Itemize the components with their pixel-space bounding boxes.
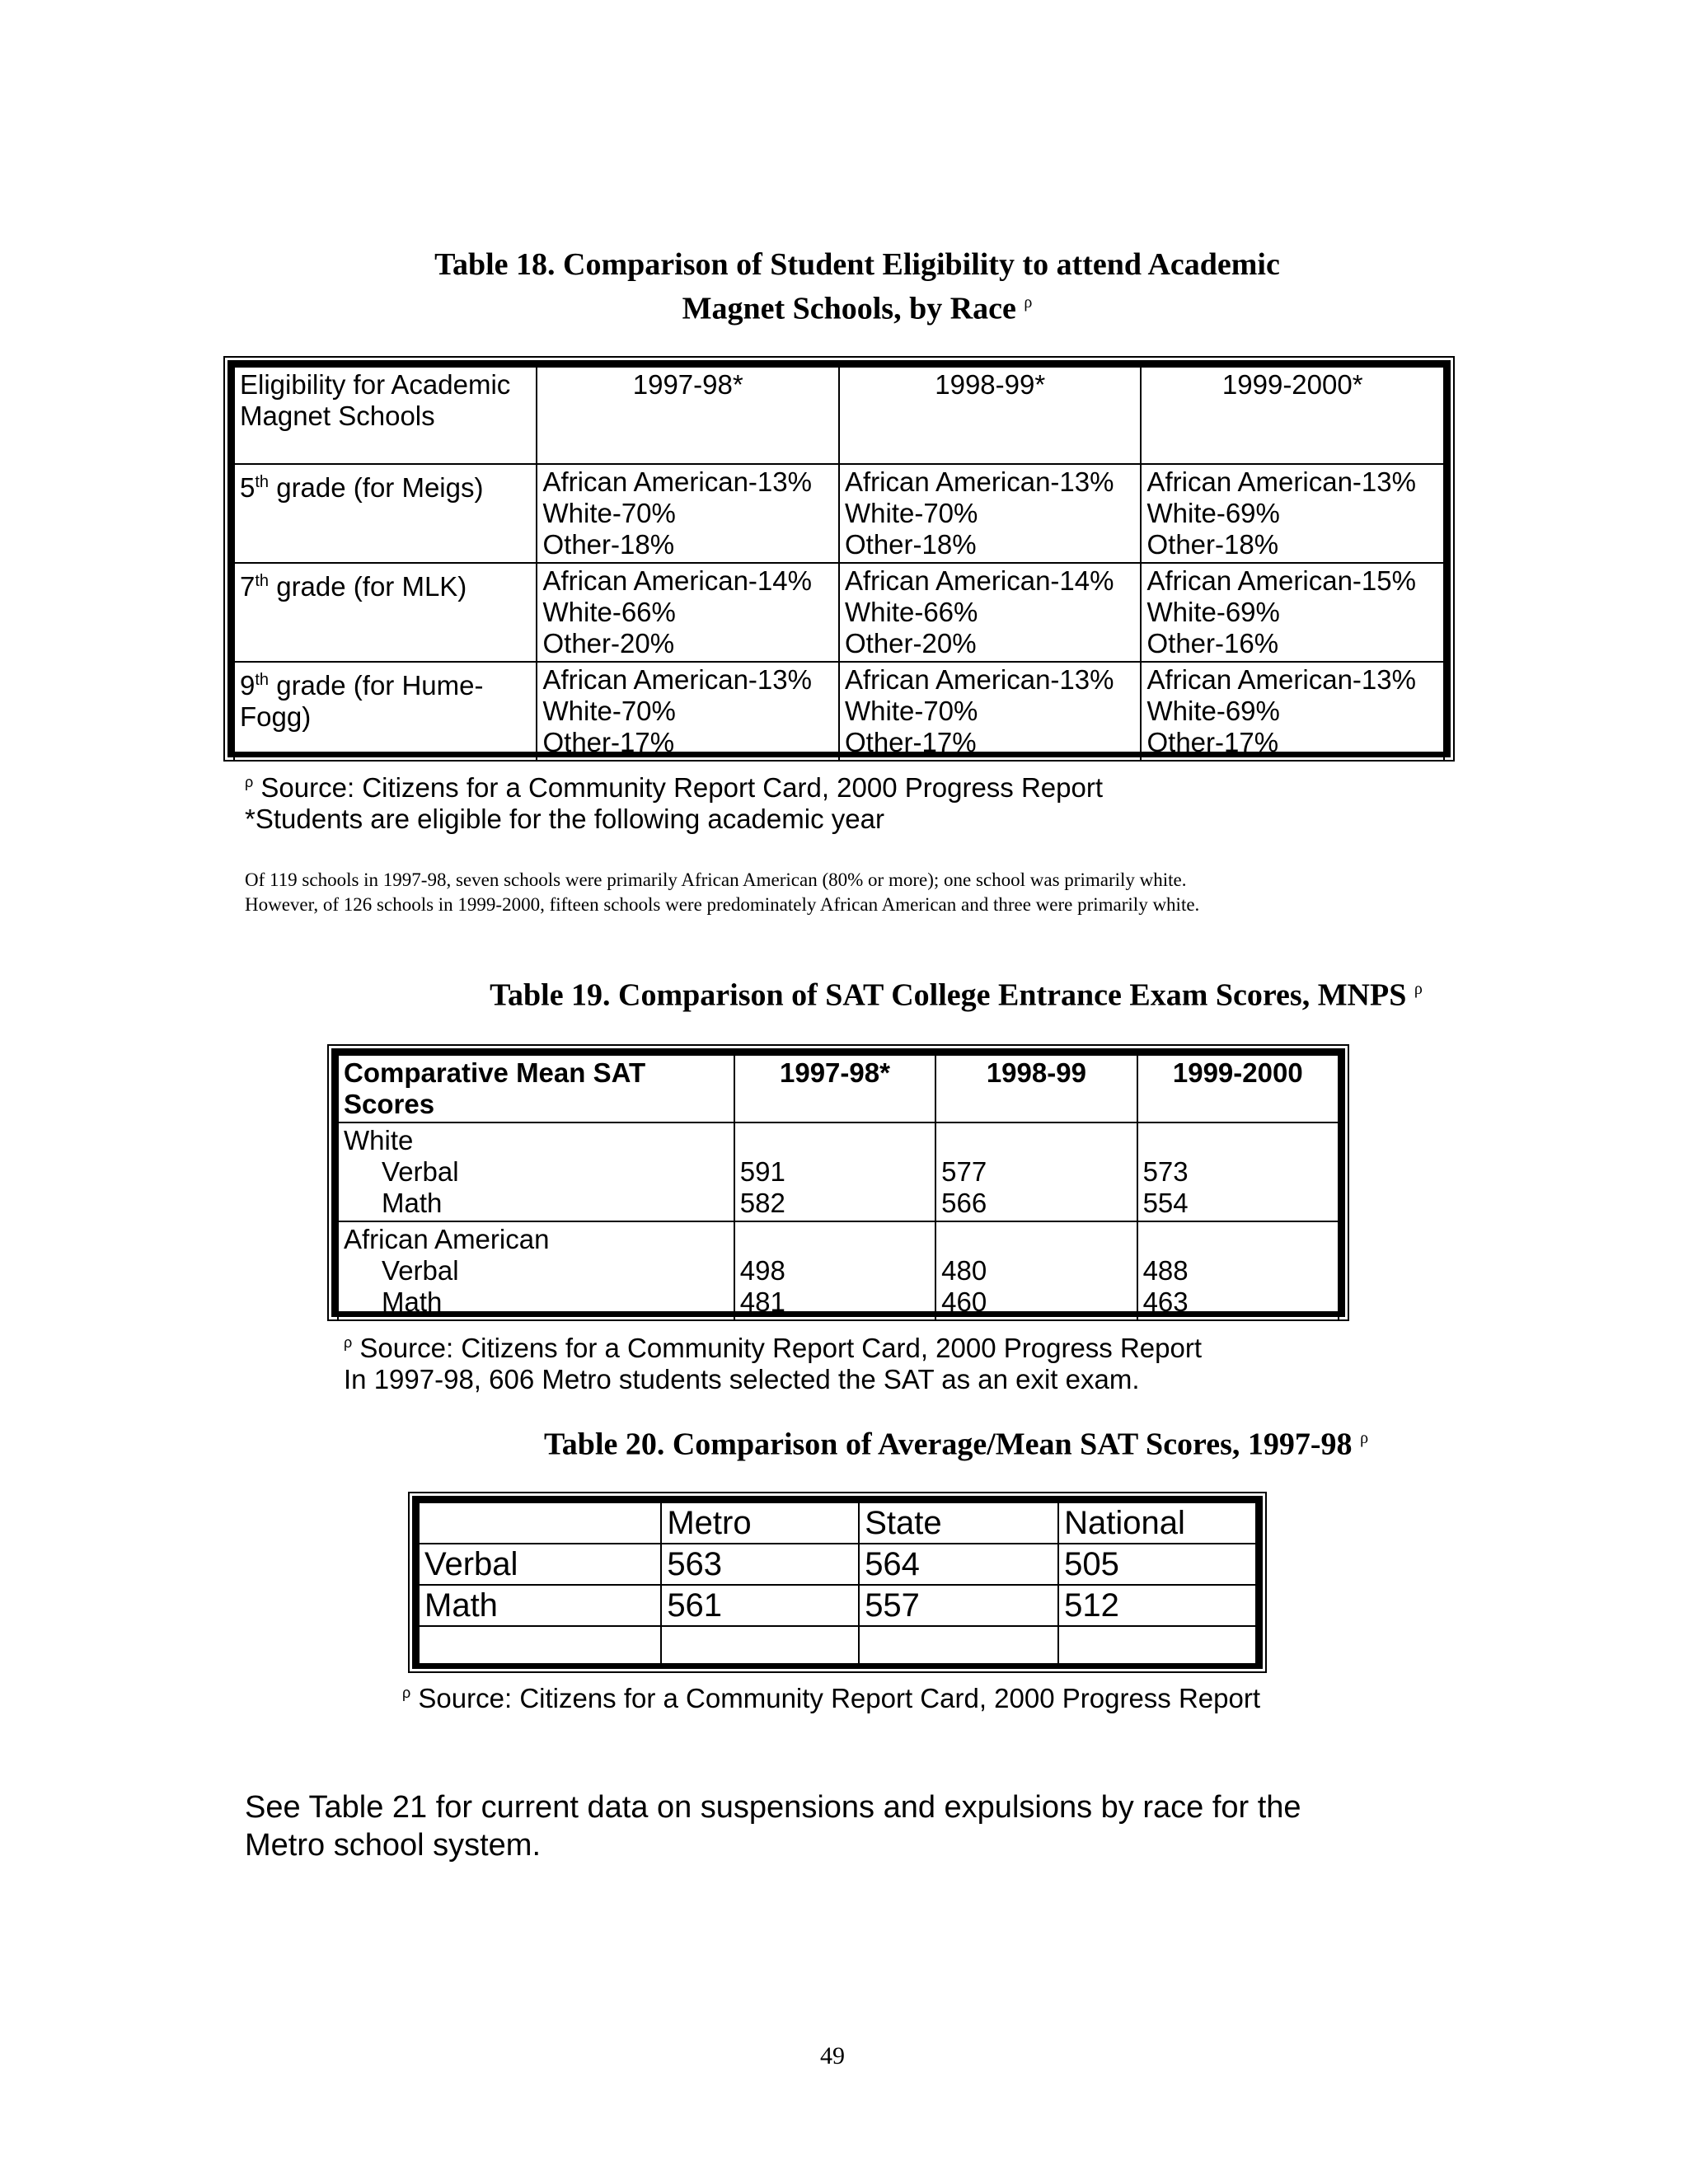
table19-frame (331, 1048, 1345, 1317)
table19-value-cell: 498 481 (734, 1221, 935, 1320)
body-paragraph-line: Of 119 schools in 1997-98, seven schools were primarily African American (80% or more); one school was primarily white. (245, 869, 1187, 890)
table20-value-cell: 563 (661, 1544, 859, 1585)
table18-value-cell: African American-13% White-70% Other-18% (839, 464, 1142, 563)
table18-value-cell: African American-15% White-69% Other-16% (1141, 563, 1444, 662)
table18 (233, 366, 1445, 762)
table20-header-cell: State (859, 1502, 1058, 1544)
table20 (418, 1502, 1257, 1668)
table19 (337, 1054, 1339, 1321)
table18-grade-cell: 9th grade (for Hume-Fogg) (234, 662, 537, 761)
table18-value-cell: African American-14% White-66% Other-20% (537, 563, 839, 662)
table20-header-cell: Metro (661, 1502, 859, 1544)
table19-subject-label: Math (382, 1188, 443, 1218)
table19-subject-label: Math (382, 1286, 443, 1317)
table20-value-cell (661, 1626, 859, 1667)
table19-header-label: Comparative Mean SAT Scores (338, 1055, 734, 1122)
table19-title: Table 19. Comparison of SAT College Entrance Exam Scores, MNPS $^\rho$ (490, 977, 1423, 1013)
closing-text-line: Metro school system. (245, 1828, 541, 1863)
table18-header-label: Eligibility for Academic Magnet Schools (234, 367, 537, 464)
table19-value-cell: 577 566 (935, 1122, 1137, 1221)
table20-value-cell: 561 (661, 1585, 859, 1626)
table20-value-cell (1058, 1626, 1256, 1667)
table20-row (419, 1626, 1256, 1667)
table18-row (234, 563, 1444, 662)
table18-value-cell: African American-13% White-70% Other-17% (537, 662, 839, 761)
table20-value-cell (859, 1626, 1058, 1667)
body-paragraph (245, 868, 1481, 917)
table19-group-name: African American (344, 1224, 550, 1254)
table18-header-year: 1997-98* (537, 367, 839, 464)
table18-header-row (234, 367, 1444, 464)
table19-value-cell: 591 582 (734, 1122, 935, 1221)
table20-source: $^\rho$ Source: Citizens for a Community Report Card, 2000 Progress Report (402, 1683, 1261, 1713)
table18-value-cell: African American-13% White-69% Other-18% (1141, 464, 1444, 563)
table19-group-cell (338, 1122, 734, 1221)
table18-header-year: 1999-2000* (1141, 367, 1444, 464)
table20-header-row (419, 1502, 1256, 1544)
table18-title-marker: ρ (1024, 293, 1033, 312)
table20-value-cell: 557 (859, 1585, 1058, 1626)
table19-note: In 1997-98, 606 Metro students selected the SAT as an exit exam. (344, 1364, 1140, 1394)
table18-grade-cell: 7th grade (for MLK) (234, 563, 537, 662)
table19-header-row (338, 1055, 1339, 1122)
table20-value-cell: 512 (1058, 1585, 1256, 1626)
table18-notes (245, 766, 1448, 835)
table20-notes (402, 1677, 1474, 1714)
table18-source: $^\rho$ Source: Citizens for a Community Report Card, 2000 Progress Report (245, 772, 1104, 803)
table19-value-cell: 480 460 (935, 1221, 1137, 1320)
table20-frame (412, 1496, 1263, 1669)
table19-header-year: 1998-99 (935, 1055, 1137, 1122)
table18-title-line1: Table 18. Comparison of Student Eligibility to attend Academic (434, 247, 1280, 282)
table18-row (234, 662, 1444, 761)
table18-title-line2: Magnet Schools, by Race (682, 291, 1016, 326)
closing-text (245, 1788, 1564, 1864)
table20-title: Table 20. Comparison of Average/Mean SAT Scores, 1997-98 $^\rho$ (543, 1427, 1369, 1462)
table18-value-cell: African American-13% White-70% Other-17% (839, 662, 1142, 761)
table19-source: $^\rho$ Source: Citizens for a Community Report Card, 2000 Progress Report (344, 1333, 1203, 1363)
table19-value-cell: 573 554 (1137, 1122, 1339, 1221)
table18-frame (227, 360, 1451, 757)
table20-row (419, 1544, 1256, 1585)
table18-title-line2-wrap (231, 284, 1484, 328)
table19-header-year: 1999-2000 (1137, 1055, 1339, 1122)
table19-group-name: White (344, 1125, 414, 1155)
table19-group-row (338, 1221, 1339, 1320)
page-number: 49 (820, 2042, 845, 2069)
table18-value-cell: African American-14% White-66% Other-20% (839, 563, 1142, 662)
table20-row-label: Math (419, 1585, 661, 1626)
table19-notes (344, 1327, 1498, 1395)
body-paragraph-line: However, of 126 schools in 1999-2000, fifteen schools were predominately African American and three were primarily white. (245, 894, 1200, 915)
table20-header-cell (419, 1502, 661, 1544)
table18-row (234, 464, 1444, 563)
table20-value-cell: 505 (1058, 1544, 1256, 1585)
table19-header-year: 1997-98* (734, 1055, 935, 1122)
table18-footnote: *Students are eligible for the following academic year (245, 804, 884, 834)
table19-group-row (338, 1122, 1339, 1221)
table19-group-cell (338, 1221, 734, 1320)
table18-value-cell: African American-13% White-69% Other-17% (1141, 662, 1444, 761)
table20-header-cell: National (1058, 1502, 1256, 1544)
table20-row-label: Verbal (419, 1544, 661, 1585)
closing-text-line: See Table 21 for current data on suspensions and expulsions by race for the (245, 1790, 1301, 1825)
table19-subject-label: Verbal (382, 1255, 459, 1286)
table18-header-year: 1998-99* (839, 367, 1142, 464)
table19-value-cell: 488 463 (1137, 1221, 1339, 1320)
table18-value-cell: African American-13% White-70% Other-18% (537, 464, 839, 563)
table18-grade-cell: 5th grade (for Meigs) (234, 464, 537, 563)
table20-row (419, 1585, 1256, 1626)
table20-value-cell: 564 (859, 1544, 1058, 1585)
table20-row-label (419, 1626, 661, 1667)
table19-subject-label: Verbal (382, 1156, 459, 1187)
table18-title (231, 246, 1484, 328)
